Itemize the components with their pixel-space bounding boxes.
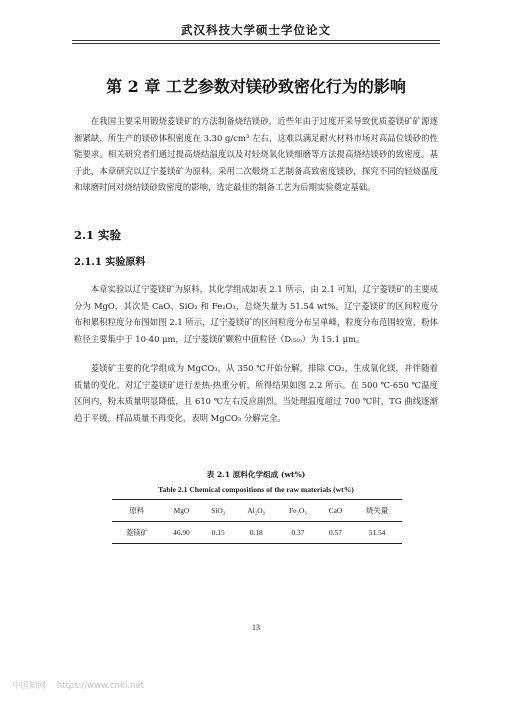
table-cell: 0.18 bbox=[249, 528, 263, 537]
table-cell: 0.37 bbox=[291, 528, 305, 537]
header-rule-bottom bbox=[72, 43, 440, 44]
watermark-url: https://www.cnki.net bbox=[56, 681, 144, 691]
table-cell: 菱镁矿 bbox=[125, 528, 148, 537]
table-header-cell: MgO bbox=[173, 506, 190, 515]
chemical-composition-table bbox=[112, 499, 402, 544]
header-rule-top bbox=[72, 40, 440, 41]
running-header: 武汉科技大学硕士学位论文 bbox=[181, 23, 331, 37]
raw-material-paragraph: 本章实验以辽宁菱镁矿为原料，其化学组成如表 2.1 所示，由 2.1 可知，辽宁菱镁矿的主要成分为 MgO，其次是 CaO、SiO₂ 和 Fe₂O₃，总烧失量为 51.54 wt%。辽宁菱镁矿的区间粒度分布和累积粒度分布图如图 2.1 所示，辽宁菱镁矿的区间粒度分布呈单峰，粒度分布范围较宽，粉体粒径主要集中于 10-40 μm，辽宁菱镁矿颗粒中值粒径（D₍₅₀₎）为 15.1 μm。 bbox=[74, 284, 438, 344]
table-row bbox=[112, 522, 402, 544]
table-cell: 0.57 bbox=[328, 528, 342, 537]
section-heading-2-1: 2.1 实验 bbox=[74, 228, 122, 242]
table-header-cell: 烧失量 bbox=[365, 506, 389, 515]
table-cell: 46.90 bbox=[173, 528, 190, 537]
table-header-cell: 原料 bbox=[129, 506, 145, 515]
table-caption-english: Table 2.1 Chemical compositions of the raw materials (wt%) bbox=[158, 485, 354, 494]
intro-paragraph: 在我国主要采用锻烧菱镁矿的方法制备烧结镁砂，近些年由于过度开采导致优质菱镁矿矿源逐渐紧缺，所生产的镁砂体积密度在 3.30 g/cm³ 左右，这难以满足耐火材料市场对高品位镁砂的性能要求。相关研究者们通过提高烧结温度以及对轻烧氧化镁细磨等方法提高烧结镁砂的致密度。基于此，本章研究以辽宁菱镁矿为原料，采用二次煅烧工艺制备高致密度镁砂，探究不同的轻烧温度和球磨时间对烧结镁砂致密度的影响，选定最佳的制备工艺为后期实验奠定基础。 bbox=[74, 116, 438, 193]
watermark-brand: 中国知网 bbox=[12, 681, 47, 691]
page-number: 13 bbox=[252, 623, 260, 632]
table-header-cell: Fe₂O₃ bbox=[288, 506, 307, 515]
table-header-cell: CaO bbox=[328, 506, 343, 515]
cnki-watermark bbox=[12, 679, 144, 691]
chapter-title: 第 2 章 工艺参数对镁砂致密化行为的影响 bbox=[106, 77, 406, 96]
table-caption-chinese: 表 2.1 原料化学组成 (wt%) bbox=[206, 470, 306, 479]
section-heading-2-1-1: 2.1.1 实验原料 bbox=[74, 257, 146, 268]
table-header-cell: Al₂O₃ bbox=[247, 506, 266, 515]
table-header-cell: SiO₂ bbox=[211, 506, 226, 515]
decomposition-paragraph: 菱镁矿主要的化学组成为 MgCO₃，从 350 ℃开始分解，排除 CO₂，生成氧化镁，并伴随着质量的变化。对辽宁菱镁矿进行差热-热重分析，所得结果如图 2.2 所示。在 500 ℃-650 ℃温度区间内，粉末质量明显降低，且 610 ℃左右反应剧烈。当处理温度超过 700 ℃时，TG 曲线逐渐趋于平缓，样品质量不再变化，表明 MgCO₃ 分解完全。 bbox=[74, 363, 438, 423]
table-header-row bbox=[112, 500, 402, 522]
table-cell: 51.54 bbox=[368, 528, 386, 537]
table-cell: 0.15 bbox=[211, 528, 225, 537]
